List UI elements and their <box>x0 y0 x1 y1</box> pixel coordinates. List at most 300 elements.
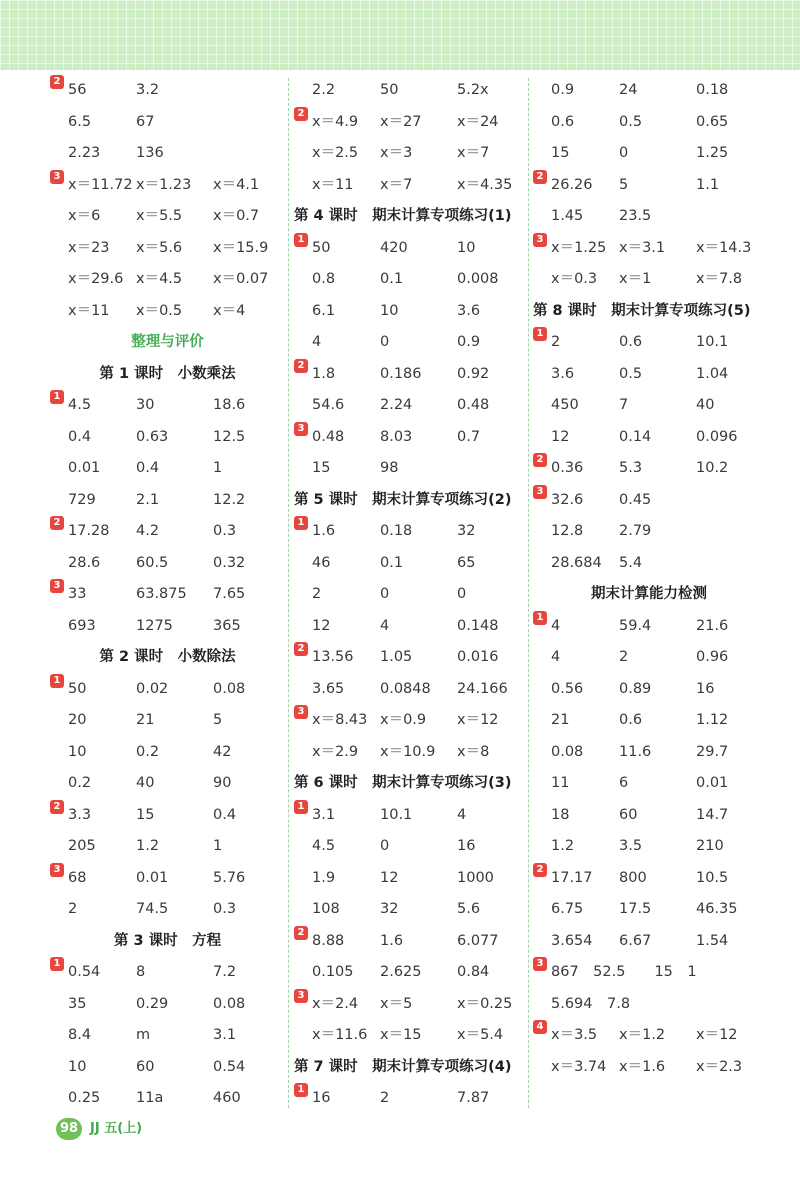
answer-cell: x＝3.1 <box>619 239 666 256</box>
answer-row <box>533 201 765 233</box>
answer-cell: 0.9 <box>551 82 575 98</box>
answer-row <box>294 957 529 989</box>
answer-row <box>533 390 765 422</box>
answer-cell: 1.04 <box>696 365 729 382</box>
answer-row <box>294 548 529 580</box>
answer-cell: 4.5 <box>68 397 92 413</box>
answer-cell: 693 <box>68 617 96 634</box>
answer-cell: 5.2x <box>457 82 489 98</box>
answer-cell: 12 <box>551 428 570 445</box>
answer-cell: 0.45 <box>619 491 652 508</box>
answer-row <box>533 107 765 139</box>
answer-cell: 0.02 <box>136 680 169 697</box>
answer-row <box>50 611 285 643</box>
answer-cell: 4 <box>380 617 390 634</box>
answer-row <box>50 863 285 895</box>
question-number-badge: 2 <box>50 800 64 814</box>
answer-cell: 60 <box>619 806 638 823</box>
answer-cell: 3.2 <box>136 82 160 98</box>
answer-row <box>50 516 285 548</box>
answer-cell: 205 <box>68 838 96 854</box>
question-number-badge: 3 <box>50 863 64 877</box>
answer-cell: 210 <box>696 838 724 854</box>
answer-cell: 65 <box>457 554 476 571</box>
answer-row <box>294 579 529 611</box>
answer-cell: 10 <box>68 1058 87 1075</box>
answer-cell: x＝12 <box>457 712 499 728</box>
answer-cell: x＝27 <box>380 113 422 130</box>
answer-cell: 2 <box>68 901 78 917</box>
answer-cell: 0.48 <box>312 428 345 445</box>
answer-cell: 0.01 <box>696 775 729 791</box>
answer-row <box>533 1020 765 1052</box>
answer-cell: 59.4 <box>619 617 652 634</box>
answer-cell: 0 <box>380 586 390 602</box>
answer-cell: 21 <box>551 712 570 728</box>
answer-cell: 0.01 <box>68 460 101 476</box>
answer-cell: x＝0.25 <box>457 995 513 1012</box>
section-heading: 第 8 课时 期末计算专项练习(5) <box>533 302 751 319</box>
answer-cell: x＝11 <box>312 176 354 193</box>
answer-cell: x＝4 <box>213 302 246 319</box>
answer-cell: 2.79 <box>619 523 652 539</box>
answer-row <box>533 75 765 107</box>
answer-row <box>294 989 529 1021</box>
answer-row <box>533 264 765 296</box>
answer-row <box>533 422 765 454</box>
answer-row <box>294 642 529 674</box>
answer-cell: 14.7 <box>696 806 729 823</box>
answer-cell: 63.875 <box>136 586 187 602</box>
answer-row <box>533 705 765 737</box>
question-number-badge: 4 <box>533 1020 547 1034</box>
question-number-badge: 2 <box>294 642 308 656</box>
answer-cell: 12.8 <box>551 523 584 539</box>
answer-cell: 4 <box>312 334 322 350</box>
question-number-badge: 3 <box>533 233 547 247</box>
answer-cell: x＝3 <box>380 145 413 161</box>
question-number-badge: 3 <box>533 485 547 499</box>
answer-cell: 33 <box>68 586 87 602</box>
answer-row <box>50 894 285 926</box>
edition-label: JJ 五(上) <box>90 1121 143 1136</box>
answer-cell: 0.89 <box>619 680 652 697</box>
answer-cell: 23.5 <box>619 208 652 224</box>
answer-cell: 3.5 <box>619 838 643 854</box>
question-number-badge: 3 <box>294 705 308 719</box>
answer-cell: 1.6 <box>380 932 404 949</box>
answer-cell: 0.29 <box>136 995 169 1012</box>
answer-cell: 32 <box>380 901 399 917</box>
answer-cell: 1.05 <box>380 649 413 665</box>
answer-row <box>294 296 529 328</box>
answer-cell: 729 <box>68 491 96 508</box>
answer-cell: x＝15 <box>380 1027 422 1043</box>
answer-row <box>294 831 529 863</box>
answer-cell: x＝24 <box>457 113 499 130</box>
answer-cell: 4.2 <box>136 523 160 539</box>
answer-cell: 2.23 <box>68 145 101 161</box>
answer-cell: x＝15.9 <box>213 239 269 256</box>
answer-cell: 420 <box>380 239 408 256</box>
answer-cell: x＝2.3 <box>696 1058 743 1075</box>
answer-row <box>50 107 285 139</box>
answer-cell: 0.2 <box>68 775 92 791</box>
answer-cell: 0.2 <box>136 743 160 760</box>
answer-cell: 0.0848 <box>380 680 431 697</box>
answer-cell: 7 <box>619 397 629 413</box>
answer-cell: x＝4.5 <box>136 271 183 287</box>
answer-cell: 6.5 <box>68 113 92 130</box>
answer-row <box>294 1083 529 1115</box>
answer-row <box>50 831 285 863</box>
answer-cell: 2.625 <box>380 964 422 980</box>
answer-cell: 1 <box>213 838 223 854</box>
answer-cell: 56 <box>68 82 87 98</box>
answer-column-2 <box>294 75 529 1115</box>
answer-cell: 0.08 <box>213 995 246 1012</box>
answer-cell: 0.84̇ <box>457 964 490 980</box>
answer-cell: 35 <box>68 995 87 1012</box>
answer-cell: x＝23 <box>68 239 110 256</box>
answer-cell: x＝0.9 <box>380 712 427 728</box>
answer-row <box>294 894 529 926</box>
answer-row <box>294 390 529 422</box>
answer-row <box>533 989 765 1021</box>
question-number-badge: 2 <box>50 75 64 89</box>
answer-row <box>50 579 285 611</box>
answer-cell: 6.077 <box>457 932 499 949</box>
section-heading: 第 7 课时 期末计算专项练习(4) <box>294 1058 512 1075</box>
question-number-badge: 2 <box>294 926 308 940</box>
answer-cell: 28.6 <box>68 554 101 571</box>
answer-cell: x＝7 <box>380 176 413 193</box>
answer-cell: 108 <box>312 901 340 917</box>
answer-cell: 867 52.5 15 1 <box>551 964 697 980</box>
answer-cell: 11.6 <box>619 743 652 760</box>
answer-cell: 1000 <box>457 869 494 886</box>
answer-row <box>50 264 285 296</box>
question-number-badge: 1 <box>50 390 64 404</box>
answer-cell: 16 <box>696 680 715 697</box>
answer-cell: m <box>136 1027 151 1043</box>
answer-cell: x＝0.5 <box>136 302 183 319</box>
answer-cell: 0 <box>380 838 390 854</box>
answer-cell: 6 <box>619 775 629 791</box>
answer-row <box>294 422 529 454</box>
question-number-badge: 2 <box>533 170 547 184</box>
answer-cell: 7.2 <box>213 964 237 980</box>
answer-cell: 0.186 <box>380 365 422 382</box>
answer-row <box>50 957 285 989</box>
section-heading: 整理与评价 <box>131 334 204 350</box>
answer-row <box>50 233 285 265</box>
section-heading: 第 2 课时 小数除法 <box>99 649 236 665</box>
answer-row <box>533 926 765 958</box>
answer-row <box>533 138 765 170</box>
answer-row <box>294 516 529 548</box>
answer-row <box>50 201 285 233</box>
answer-cell: 60.5 <box>136 554 169 571</box>
answer-cell: 0.18 <box>696 82 729 98</box>
question-number-badge: 1 <box>50 674 64 688</box>
answer-cell: 0.92 <box>457 365 490 382</box>
answer-cell: 12.2 <box>213 491 246 508</box>
answer-cell: x＝1.23 <box>136 176 192 193</box>
answer-cell: 10 <box>380 302 399 319</box>
answer-row <box>50 674 285 706</box>
answer-cell: 4 <box>551 617 561 634</box>
answer-row <box>533 768 765 800</box>
answer-row <box>533 327 765 359</box>
question-number-badge: 1 <box>533 611 547 625</box>
answer-row <box>533 894 765 926</box>
section-heading: 第 6 课时 期末计算专项练习(3) <box>294 775 512 791</box>
answer-cell: 1.9 <box>312 869 336 886</box>
answer-row <box>294 705 529 737</box>
column-divider <box>288 78 289 1108</box>
answer-cell: x＝5.4 <box>457 1027 504 1043</box>
answer-cell: 16 <box>457 838 476 854</box>
answer-row <box>50 800 285 832</box>
question-number-badge: 3 <box>50 170 64 184</box>
answer-cell: 0.4 <box>213 806 237 823</box>
answer-cell: 24 <box>619 82 638 98</box>
answer-cell: 460 <box>213 1090 241 1106</box>
question-number-badge: 1 <box>294 800 308 814</box>
answer-cell: 0.1 <box>380 554 404 571</box>
answer-row <box>533 642 765 674</box>
answer-row <box>533 674 765 706</box>
answer-cell: x＝4.1 <box>213 176 260 193</box>
answer-row <box>294 170 529 202</box>
answer-row <box>50 989 285 1021</box>
answer-row <box>50 485 285 517</box>
answer-cell: x＝8 <box>457 743 490 760</box>
answer-row <box>533 453 765 485</box>
answer-cell: 10.1 <box>380 806 413 823</box>
answer-cell: x＝1 <box>619 271 652 287</box>
answer-row <box>533 957 765 989</box>
answer-cell: 2.24 <box>380 397 413 413</box>
answer-cell: 0.08 <box>551 743 584 760</box>
question-number-badge: 2 <box>533 453 547 467</box>
answer-cell: 15 <box>312 460 331 476</box>
answer-cell: 800 <box>619 869 647 886</box>
answer-cell: 16 <box>312 1090 331 1106</box>
question-number-badge: 2 <box>533 863 547 877</box>
answer-cell: 18.6 <box>213 397 246 413</box>
answer-cell: 1 <box>213 460 223 476</box>
answer-cell: 1275 <box>136 617 173 634</box>
answer-row <box>533 1052 765 1084</box>
answer-cell: 0 <box>457 586 467 602</box>
answer-cell: 0.32 <box>213 554 246 571</box>
answer-row <box>294 926 529 958</box>
answer-row <box>50 1052 285 1084</box>
answer-cell: 0.7 <box>457 428 481 445</box>
answer-row <box>50 138 285 170</box>
answer-cell: 26.26 <box>551 176 593 193</box>
answer-cell: 0.63 <box>136 428 169 445</box>
answer-cell: x＝14.3 <box>696 239 752 256</box>
answer-cell: 32.6 <box>551 491 584 508</box>
answer-cell: 0.6 <box>619 334 643 350</box>
answer-cell: 8.03 <box>380 428 413 445</box>
answer-row <box>533 516 765 548</box>
answer-cell: 0.6 <box>619 712 643 728</box>
answer-cell: 42 <box>213 743 232 760</box>
answer-cell: 13.56 <box>312 649 354 665</box>
answer-cell: 6.67 <box>619 932 652 949</box>
answer-cell: 20 <box>68 712 87 728</box>
question-number-badge: 2 <box>294 107 308 121</box>
answer-cell: 7.65 <box>213 586 246 602</box>
answer-cell: x＝11 <box>68 302 110 319</box>
answer-cell: 1.2 <box>551 838 575 854</box>
answer-row <box>294 1020 529 1052</box>
answer-row <box>50 390 285 422</box>
answer-cell: 0.25 <box>68 1090 101 1106</box>
answer-cell: 0.5 <box>619 365 643 382</box>
answer-cell: x＝10.9 <box>380 743 436 760</box>
answer-cell: 4 <box>551 649 561 665</box>
question-number-badge: 2 <box>50 516 64 530</box>
answer-cell: 2 <box>619 649 629 665</box>
answer-row <box>50 422 285 454</box>
answer-cell: 136 <box>136 145 164 161</box>
answer-cell: 10 <box>457 239 476 256</box>
answer-cell: x＝5.6 <box>136 239 183 256</box>
answer-cell: 0.105 <box>312 964 354 980</box>
answer-cell: 5.3̇ <box>619 460 643 476</box>
answer-cell: x＝3.74 <box>551 1058 607 1075</box>
answer-cell: x＝8.43 <box>312 712 368 728</box>
answer-cell: 0 <box>619 145 629 161</box>
answer-cell: 67 <box>136 113 155 130</box>
answer-cell: x＝2.4 <box>312 995 359 1012</box>
answer-cell: 4 <box>457 806 467 823</box>
answer-cell: 8 <box>136 964 146 980</box>
answer-cell: x＝12 <box>696 1027 738 1043</box>
answer-cell: x＝2.5 <box>312 145 359 161</box>
answer-cell: 0.65 <box>696 113 729 130</box>
answer-cell: 8.88 <box>312 932 345 949</box>
answer-cell: x＝5 <box>380 995 413 1012</box>
answer-row <box>294 611 529 643</box>
answer-row <box>50 705 285 737</box>
answer-row <box>533 800 765 832</box>
answer-row <box>294 75 529 107</box>
answer-cell: 0 <box>380 334 390 350</box>
answer-cell: 10.2 <box>696 460 729 476</box>
answer-cell: 0.4 <box>136 460 160 476</box>
answer-cell: 98 <box>380 460 399 476</box>
answer-cell: 0.3 <box>213 901 237 917</box>
answer-cell: 0.54 <box>68 964 101 980</box>
answer-cell: 1.25 <box>696 145 729 161</box>
answer-row <box>533 863 765 895</box>
answer-cell: 7.87 <box>457 1090 490 1106</box>
answer-cell: 2.1 <box>136 491 160 508</box>
answer-cell: 50 <box>68 680 87 697</box>
answer-cell: 11 <box>551 775 570 791</box>
answer-cell: 29.7 <box>696 743 729 760</box>
answer-cell: x＝1.6 <box>619 1058 666 1075</box>
answer-cell: 0.5 <box>619 113 643 130</box>
answer-cell: 1.6 <box>312 523 336 539</box>
answer-cell: 0.36 <box>551 460 584 476</box>
answer-cell: 5.6 <box>457 901 481 917</box>
answer-cell: 21.6 <box>696 617 729 634</box>
answer-cell: 17.17 <box>551 869 593 886</box>
answer-cell: 10.5 <box>696 869 729 886</box>
answer-cell: 5 <box>213 712 223 728</box>
answer-row <box>294 800 529 832</box>
answer-cell: 46 <box>312 554 331 571</box>
answer-row <box>50 768 285 800</box>
answer-row <box>50 296 285 328</box>
answer-cell: 0.56 <box>551 680 584 697</box>
answer-row <box>294 863 529 895</box>
answer-cell: 17.28 <box>68 523 110 539</box>
answer-cell: 0.3 <box>213 523 237 539</box>
answer-cell: x＝0.7 <box>213 208 260 224</box>
answer-cell: 15 <box>551 145 570 161</box>
answer-cell: 10.1 <box>696 334 729 350</box>
answer-cell: 60 <box>136 1058 155 1075</box>
answer-cell: 5 <box>619 176 629 193</box>
answer-cell: 0.096 <box>696 428 738 445</box>
answer-cell: 0.1 <box>380 271 404 287</box>
answer-cell: 40 <box>136 775 155 791</box>
answer-cell: 1.54̇ <box>696 932 729 949</box>
answer-cell: 0.18 <box>380 523 413 539</box>
answer-column-3 <box>533 75 765 1083</box>
answer-cell: 3.1 <box>213 1027 237 1043</box>
answer-cell: 0.08 <box>213 680 246 697</box>
answer-row <box>533 831 765 863</box>
answer-cell: 3.65 <box>312 680 345 697</box>
answer-cell: 0.54 <box>213 1058 246 1075</box>
answer-cell: 2 <box>312 586 322 602</box>
answer-cell: x＝1.2 <box>619 1027 666 1043</box>
answer-cell: 3.6 <box>457 302 481 319</box>
answer-cell: 28.684 <box>551 554 602 571</box>
answer-cell: 2.2 <box>312 82 336 98</box>
answer-cell: 74.5 <box>136 901 169 917</box>
answer-cell: x＝3.5 <box>551 1027 598 1043</box>
question-number-badge: 3 <box>294 989 308 1003</box>
answer-row <box>50 1083 285 1115</box>
answer-cell: 50 <box>380 82 399 98</box>
answer-cell: 1.1 <box>696 176 720 193</box>
answer-row <box>294 674 529 706</box>
answer-row <box>294 359 529 391</box>
answer-cell: x＝4.35 <box>457 176 513 193</box>
answer-cell: 0.96 <box>696 649 729 665</box>
answer-cell: 18 <box>551 806 570 823</box>
answer-cell: x＝29.6 <box>68 271 124 287</box>
answer-row <box>50 453 285 485</box>
answer-row <box>294 327 529 359</box>
answer-row <box>533 611 765 643</box>
answer-cell: 0.14 <box>619 428 652 445</box>
question-number-badge: 1 <box>533 327 547 341</box>
answer-cell: x＝2.9 <box>312 743 359 760</box>
answer-cell: x＝4.9 <box>312 113 359 130</box>
question-number-badge: 3 <box>294 422 308 436</box>
